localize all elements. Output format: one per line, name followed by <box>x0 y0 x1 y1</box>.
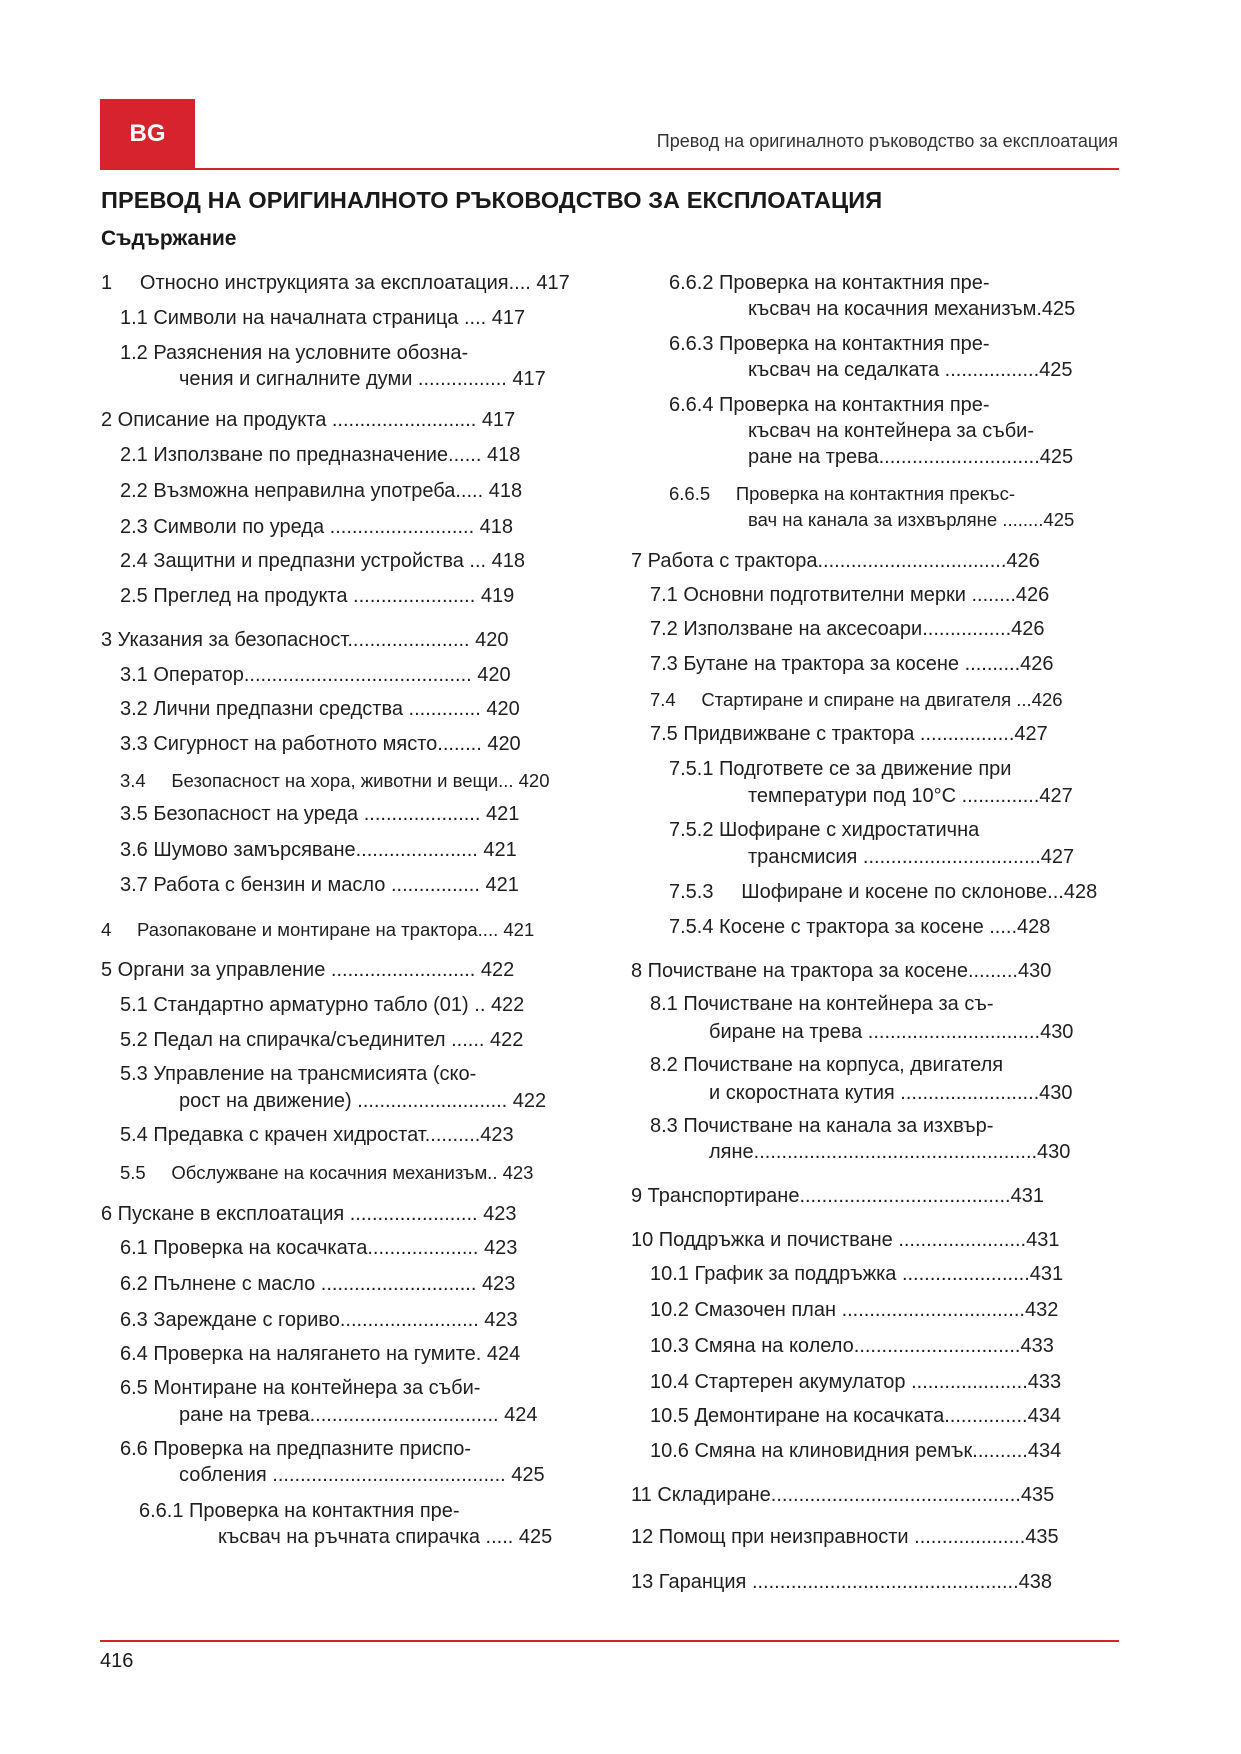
toc-entry[interactable]: 3.4 Безопасност на хора, животни и вещи... 420 <box>120 770 550 791</box>
toc-entry[interactable]: 6.2 Пълнене с масло ............................ 423 <box>120 1273 516 1295</box>
toc-entry[interactable]: 10.3 Смяна на колело..............................433 <box>650 1335 1054 1357</box>
toc-entry[interactable]: 6.6.5 Проверка на контактния прекъс- <box>669 483 1015 504</box>
toc-entry[interactable]: 1.1 Символи на началната страница .... 417 <box>120 307 526 329</box>
toc-entry[interactable]: 4 Разопаковане и монтиране на трактора.... 421 <box>101 919 535 940</box>
toc-entry[interactable]: 6.6.3 Проверка на контактния пре- <box>669 333 990 355</box>
page-number: 416 <box>100 1650 134 1672</box>
toc-entry[interactable]: 5.5 Обслужване на косачния механизъм.. 423 <box>120 1162 534 1183</box>
toc-entry[interactable]: 10.1 График за поддръжка .......................431 <box>650 1263 1064 1285</box>
toc-entry[interactable]: 13 Гаранция ................................................438 <box>631 1571 1053 1593</box>
toc-entry[interactable]: 5.1 Стандартно арматурно табло (01) .. 422 <box>120 994 525 1016</box>
toc-entry-continuation[interactable]: ляне...................................................430 <box>709 1141 1071 1163</box>
toc-entry[interactable]: 6 Пускане в експлоатация ....................... 423 <box>101 1203 517 1225</box>
toc-entry[interactable]: 7.5 Придвижване с трактора .................427 <box>650 723 1048 745</box>
toc-entry[interactable]: 8.1 Почистване на контейнера за съ- <box>650 993 994 1015</box>
toc-entry-continuation[interactable]: ране на трева.................................. 424 <box>179 1404 538 1426</box>
toc-entry[interactable]: 6.6.1 Проверка на контактния пре- <box>139 1500 460 1522</box>
toc-entry[interactable]: 6.6.4 Проверка на контактния пре- <box>669 394 990 416</box>
toc-entry[interactable]: 7.3 Бутане на трактора за косене ..........426 <box>650 653 1054 675</box>
toc-entry[interactable]: 3 Указания за безопасност...................... 420 <box>101 629 509 651</box>
toc-entry[interactable]: 10.4 Стартерен акумулатор .....................433 <box>650 1371 1062 1393</box>
header-divider <box>100 168 1119 170</box>
toc-entry[interactable]: 11 Складиране.............................................435 <box>631 1484 1055 1506</box>
language-badge: BG <box>100 99 195 169</box>
toc-entry[interactable]: 6.4 Проверка на налягането на гумите. 424 <box>120 1343 521 1365</box>
toc-entry[interactable]: 7.2 Използване на аксесоари................426 <box>650 618 1045 640</box>
toc-entry-continuation[interactable]: биране на трева ...............................430 <box>709 1021 1074 1043</box>
toc-entry-continuation[interactable]: вач на канала за изхвърляне ........425 <box>748 509 1075 530</box>
toc-entry-continuation[interactable]: рост на движение) ........................... 422 <box>179 1090 547 1112</box>
toc-entry[interactable]: 6.1 Проверка на косачката.................... 423 <box>120 1237 518 1259</box>
toc-entry[interactable]: 7.5.1 Подгответе се за движение при <box>669 758 1012 780</box>
toc-entry[interactable]: 5.2 Педал на спирачка/съединител ...... 422 <box>120 1029 524 1051</box>
toc-entry-continuation[interactable]: късвач на седалката .................425 <box>748 359 1073 381</box>
toc-entry[interactable]: 3.2 Лични предпазни средства ............. 420 <box>120 698 520 720</box>
toc-entry[interactable]: 7.5.2 Шофиране с хидростатична <box>669 819 980 841</box>
toc-entry[interactable]: 3.6 Шумово замърсяване...................... 421 <box>120 839 517 861</box>
toc-entry-continuation[interactable]: късвач на ръчната спирачка ..... 425 <box>218 1526 553 1548</box>
toc-entry[interactable]: 6.6.2 Проверка на контактния пре- <box>669 272 990 294</box>
toc-entry-continuation[interactable]: трансмисия ................................427 <box>748 846 1075 868</box>
toc-entry[interactable]: 10.5 Демонтиране на косачката...............434 <box>650 1405 1061 1427</box>
toc-entry[interactable]: 10.2 Смазочен план .................................432 <box>650 1299 1059 1321</box>
toc-entry-continuation[interactable]: късвач на косачния механизъм.425 <box>748 298 1076 320</box>
toc-entry[interactable]: 3.7 Работа с бензин и масло ................ 421 <box>120 874 519 896</box>
contents-heading: Съдържание <box>101 227 237 250</box>
toc-entry[interactable]: 7.1 Основни подготвителни мерки ........426 <box>650 584 1050 606</box>
toc-entry[interactable]: 7.4 Стартиране и спиране на двигателя ...426 <box>650 689 1063 710</box>
toc-entry[interactable]: 3.5 Безопасност на уреда ..................... 421 <box>120 803 520 825</box>
page-title: ПРЕВОД НА ОРИГИНАЛНОТО РЪКОВОДСТВО ЗА ЕКСПЛОАТАЦИЯ <box>101 187 883 213</box>
toc-entry[interactable]: 2.5 Преглед на продукта ...................... 419 <box>120 585 515 607</box>
toc-entry[interactable]: 2.1 Използване по предназначение...... 418 <box>120 444 521 466</box>
toc-entry-continuation[interactable]: чения и сигналните думи ................ 417 <box>179 368 546 390</box>
toc-entry[interactable]: 2.3 Символи по уреда .......................... 418 <box>120 516 514 538</box>
toc-entry-continuation[interactable]: собления .......................................... 425 <box>179 1464 545 1486</box>
toc-entry[interactable]: 6.3 Зареждане с гориво......................... 423 <box>120 1309 518 1331</box>
footer-divider <box>100 1640 1119 1642</box>
toc-entry-continuation[interactable]: късвач на контейнера за съби- <box>748 420 1035 442</box>
toc-entry[interactable]: 8.2 Почистване на корпуса, двигателя <box>650 1054 1004 1076</box>
running-header-title: Превод на оригиналното ръководство за експлоатация <box>656 131 1118 151</box>
toc-entry[interactable]: 5.3 Управление на трансмисията (ско- <box>120 1063 477 1085</box>
toc-entry[interactable]: 2 Описание на продукта .......................... 417 <box>101 409 516 431</box>
toc-entry[interactable]: 5 Органи за управление .......................... 422 <box>101 959 515 981</box>
toc-entry[interactable]: 10 Поддръжка и почистване .......................431 <box>631 1229 1060 1251</box>
toc-entry[interactable]: 10.6 Смяна на клиновидния ремък..........434 <box>650 1440 1062 1462</box>
toc-entry[interactable]: 5.4 Предавка с крачен хидростат..........423 <box>120 1124 514 1146</box>
toc-entry-continuation[interactable]: температури под 10°C ..............427 <box>748 785 1073 807</box>
toc-entry[interactable]: 2.4 Защитни и предпазни устройства ... 418 <box>120 550 526 572</box>
toc-entry-continuation[interactable]: ране на трева.............................425 <box>748 446 1074 468</box>
toc-entry[interactable]: 2.2 Възможна неправилна употреба..... 418 <box>120 480 523 502</box>
toc-entry[interactable]: 7.5.4 Косене с трактора за косене .....428 <box>669 916 1051 938</box>
toc-entry[interactable]: 3.3 Сигурност на работното място........ 420 <box>120 733 521 755</box>
toc-entry-continuation[interactable]: и скоростната кутия .........................430 <box>709 1082 1073 1104</box>
toc-entry[interactable]: 8.3 Почистване на канала за изхвър- <box>650 1115 994 1137</box>
toc-entry[interactable]: 1.2 Разяснения на условните обозна- <box>120 342 469 364</box>
toc-entry[interactable]: 12 Помощ при неизправности ....................435 <box>631 1526 1059 1548</box>
toc-entry[interactable]: 6.5 Монтиране на контейнера за съби- <box>120 1377 481 1399</box>
toc-entry[interactable]: 7.5.3 Шофиране и косене по склонове...428 <box>669 881 1098 903</box>
toc-entry[interactable]: 3.1 Оператор......................................... 420 <box>120 664 511 686</box>
toc-entry[interactable]: 7 Работа с трактора..................................426 <box>631 550 1040 572</box>
toc-entry[interactable]: 6.6 Проверка на предпазните приспо- <box>120 1438 471 1460</box>
toc-entry[interactable]: 8 Почистване на трактора за косене.........430 <box>631 960 1052 982</box>
toc-entry[interactable]: 9 Транспортиране......................................431 <box>631 1185 1044 1207</box>
toc-entry[interactable]: 1 Относно инструкцията за експлоатация.... 417 <box>101 272 570 294</box>
